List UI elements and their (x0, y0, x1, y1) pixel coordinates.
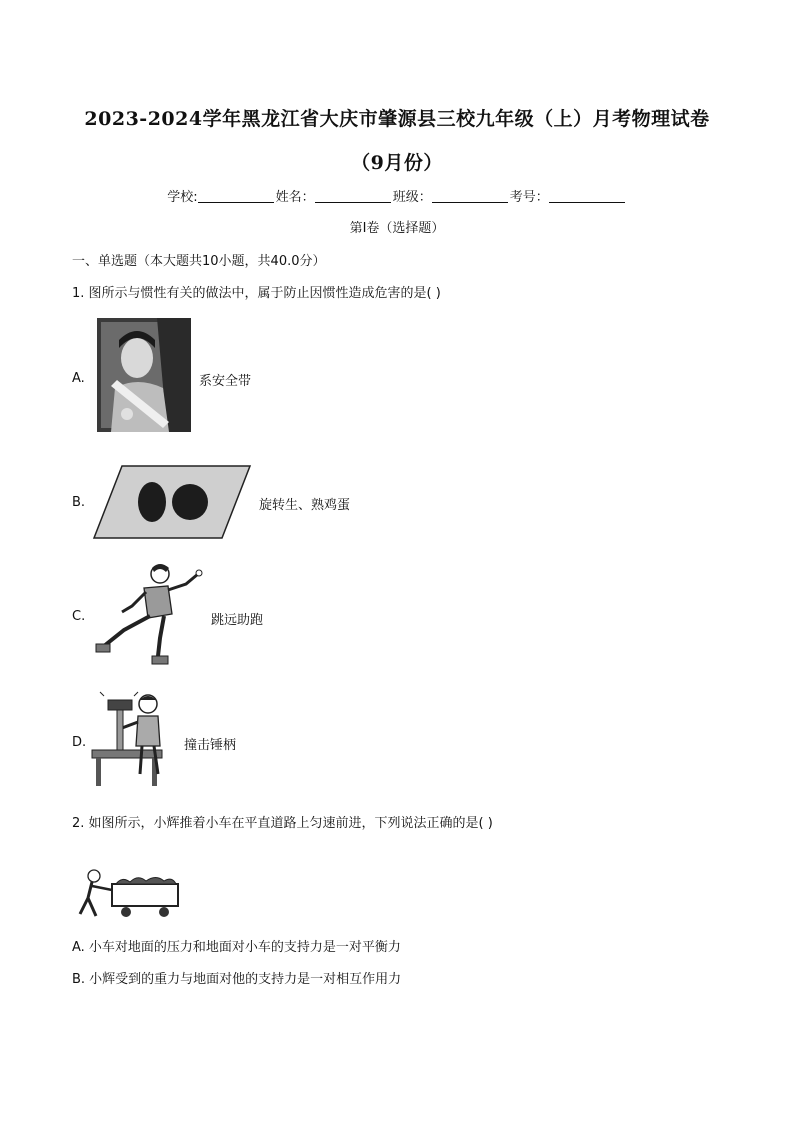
class-label: 班级： (392, 190, 432, 205)
q1-option-a-text: 系安全带 (199, 374, 252, 389)
class-blank (432, 190, 508, 203)
q1-option-b-text: 旋转生、熟鸡蛋 (259, 498, 351, 513)
q2-option-b: B. 小辉受到的重力与地面对他的支持力是一对相互作用力 (72, 972, 402, 987)
school-label: 学校: (167, 190, 198, 205)
q1-option-b-letter: B. (72, 495, 86, 510)
name-label: 姓名： (275, 190, 315, 205)
volume-title: 第I卷（选择题） (349, 221, 445, 236)
student-info-row (0, 186, 794, 205)
q1-option-d-letter: D. (72, 735, 87, 750)
school-blank (198, 190, 274, 203)
q1-option-a-letter: A. (72, 371, 85, 386)
exam-no-label: 考号： (509, 190, 549, 205)
part-title: 一、单选题（本大题共10小题，共40.0分） (72, 254, 326, 269)
hammer-handle-figure (90, 688, 182, 792)
exam-title: 2023-2024学年黑龙江省大庆市肇源县三校九年级（上）月考物理试卷 (84, 108, 710, 130)
exam-subtitle: （9月份） (351, 152, 443, 174)
q1-option-c-letter: C. (72, 609, 86, 624)
exam-no-blank (549, 190, 625, 203)
push-cart-figure (72, 868, 184, 922)
q1-option-d-text: 撞击锤柄 (184, 738, 237, 753)
spinning-eggs-figure (92, 462, 254, 542)
long-jump-runner-figure (94, 560, 206, 666)
seatbelt-figure (97, 318, 191, 432)
q2-option-a: A. 小车对地面的压力和地面对小车的支持力是一对平衡力 (72, 940, 401, 955)
q1-option-c-text: 跳远助跑 (211, 613, 264, 628)
name-blank (315, 190, 391, 203)
q2-stem: 2. 如图所示，小辉推着小车在平直道路上匀速前进，下列说法正确的是( ) (72, 816, 493, 831)
q1-stem: 1. 图所示与惯性有关的做法中，属于防止因惯性造成危害的是( ) (72, 286, 441, 301)
